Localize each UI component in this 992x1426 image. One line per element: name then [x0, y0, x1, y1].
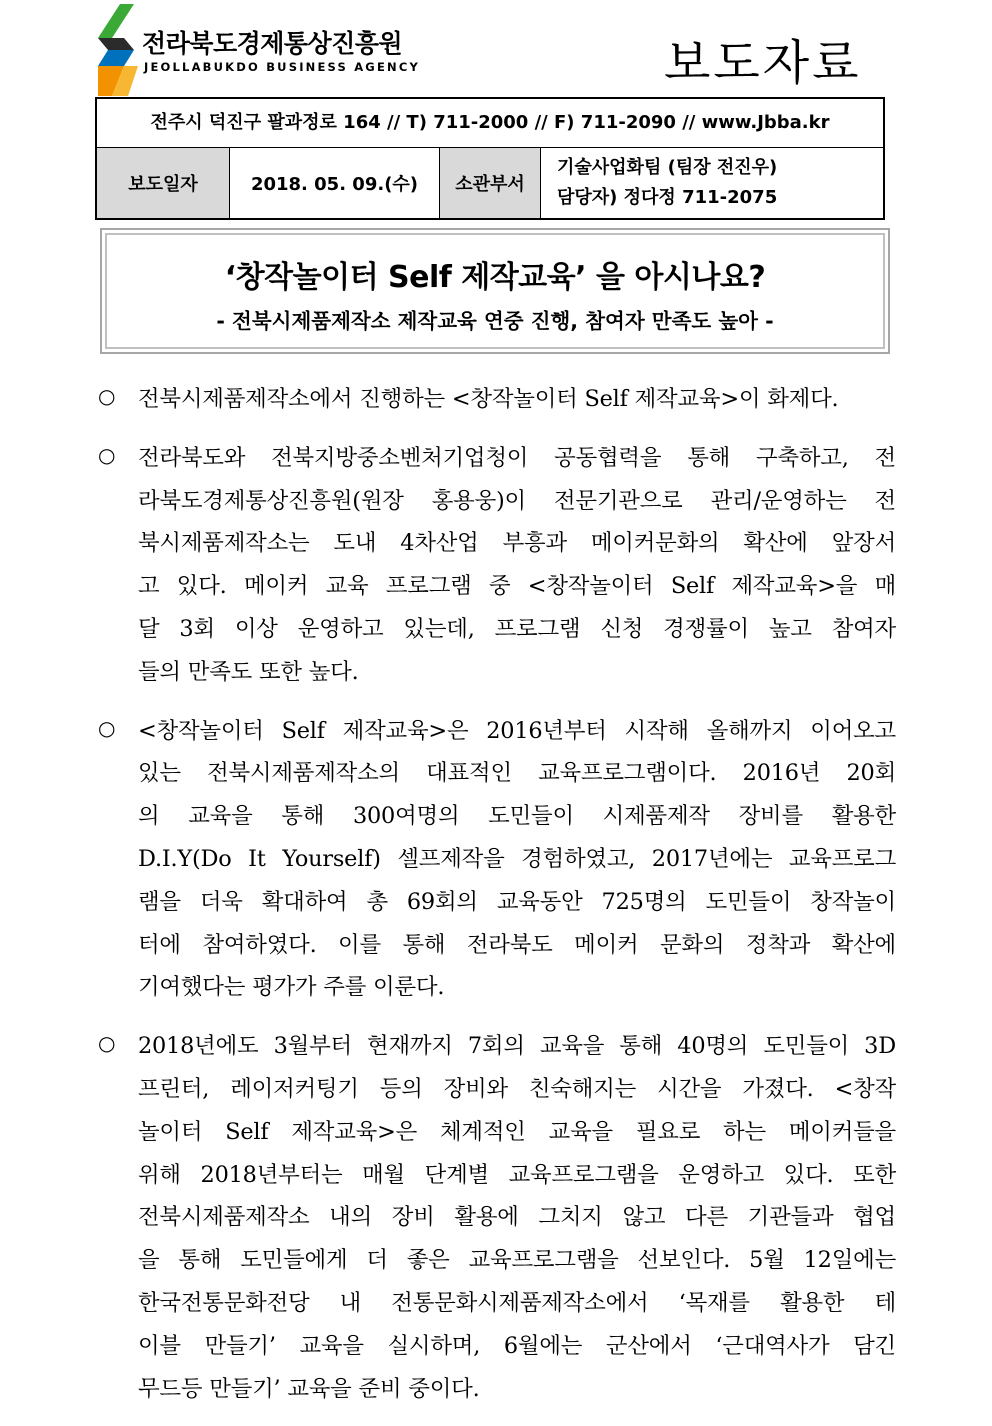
department-info — [541, 148, 883, 218]
paragraph-line: 전북시제품제작소에서 진행하는 <창작놀이터 Self 제작교육>이 화제다. — [138, 386, 839, 412]
paragraph-line: 고 있다. 메이커 교육 프로그램 중 <창작놀이터 Self 제작교육>을 매 — [138, 573, 896, 600]
department-label: 소관부서 — [440, 148, 541, 218]
department-contact: 담당자) 정다정 711-2075 — [557, 187, 778, 208]
paragraph-line: 라북도경제통상진흥원(원장 홍용웅)이 전문기관으로 관리/운영하는 전 — [138, 487, 896, 514]
paragraph-line: 한국전통문화전당 내 전통문화시제품제작소에서 ‘목재를 활용한 테 — [138, 1289, 896, 1316]
release-date-label: 보도일자 — [97, 148, 230, 218]
paragraph-line: 기여했다는 평가가 주를 이룬다. — [138, 974, 445, 1001]
paragraph-line: 위해 2018년부터는 매월 단계별 교육프로그램을 운영하고 있다. 또한 — [138, 1161, 896, 1188]
paragraph-line: 이블 만들기’ 교육을 실시하며, 6월에는 군산에서 ‘근대역사가 담긴 — [138, 1332, 896, 1359]
paragraph-line: D.I.Y(Do It Yourself) 셀프제작을 경험하였고, 2017년에는 교육프로그 — [138, 845, 896, 872]
paragraph-line: 터에 참여하였다. 이를 통해 전라북도 메이커 문화의 정착과 확산에 — [138, 931, 896, 958]
paragraph-line: 전라북도와 전북지방중소벤처기업청이 공동협력을 통해 구축하고, 전 — [138, 444, 896, 471]
paragraph-line: 전북시제품제작소 내의 장비 활용에 그치지 않고 다른 기관들과 협업 — [138, 1204, 896, 1231]
release-date-value: 2018. 05. 09.(수) — [230, 148, 440, 218]
article-paragraph — [96, 437, 896, 694]
org-name-korean: 전라북도경제통상진흥원 — [142, 29, 403, 58]
headline-title: ‘창작놀이터 Self 제작교육’ 을 아시나요? — [224, 260, 766, 295]
org-name-english: JEOLLABUKDO BUSINESS AGENCY — [144, 60, 420, 74]
paragraph-line: 의 교육을 통해 300여명의 도민들이 시제품제작 장비를 활용한 — [138, 803, 896, 830]
article-body — [96, 378, 896, 1426]
article-paragraph — [96, 710, 896, 1010]
paragraph-line: 달 3회 이상 운영하고 있는데, 프로그램 신청 경쟁률이 높고 참여자 — [138, 615, 896, 642]
article-paragraph — [96, 1025, 896, 1410]
document-type-title: 보도자료 — [664, 35, 862, 91]
contact-address-line: 전주시 덕진구 팔과정로 164 // T) 711-2000 // F) 711-2090 // www.Jbba.kr — [97, 99, 883, 148]
org-logo-mark-icon — [94, 4, 140, 96]
article-paragraph — [96, 378, 896, 421]
paragraph-line: 램을 더욱 확대하여 총 69회의 교육동안 725명의 도민들이 창작놀이 — [138, 888, 896, 915]
paragraph-bullet-icon: ○ — [98, 442, 116, 467]
headline-box — [100, 228, 890, 354]
paragraph-line: 프린터, 레이저커팅기 등의 장비와 친숙해지는 시간을 가졌다. <창작 — [138, 1075, 896, 1102]
paragraph-bullet-icon: ○ — [98, 715, 116, 740]
paragraph-line: 있는 전북시제품제작소의 대표적인 교육프로그램이다. 2016년 20회 — [138, 760, 896, 787]
paragraph-bullet-icon: ○ — [98, 1031, 116, 1056]
paragraph-line: 을 통해 도민들에게 더 좋은 교육프로그램을 선보인다. 5월 12일에는 — [138, 1247, 896, 1274]
paragraph-bullet-icon: ○ — [98, 384, 116, 408]
paragraph-line: 들의 만족도 또한 높다. — [138, 658, 359, 685]
department-team: 기술사업화팀 (팀장 전진우) — [557, 157, 778, 178]
paragraph-line: 놀이터 Self 제작교육>은 체계적인 교육을 필요로 하는 메이커들을 — [138, 1118, 896, 1145]
paragraph-line: <창작놀이터 Self 제작교육>은 2016년부터 시작해 올해까지 이어오고 — [138, 717, 896, 744]
press-info-table — [95, 97, 885, 220]
press-info-row — [97, 148, 883, 218]
headline-subtitle: - 전북시제품제작소 제작교육 연중 진행, 참여자 만족도 높아 - — [216, 309, 774, 333]
paragraph-line: 무드등 만들기’ 교육을 준비 중이다. — [138, 1375, 480, 1402]
paragraph-line: 북시제품제작소는 도내 4차산업 부흥과 메이커문화의 확산에 앞장서 — [138, 530, 896, 557]
org-logo — [94, 4, 420, 96]
paragraph-line: 2018년에도 3월부터 현재까지 7회의 교육을 통해 40명의 도민들이 3D — [138, 1033, 896, 1060]
